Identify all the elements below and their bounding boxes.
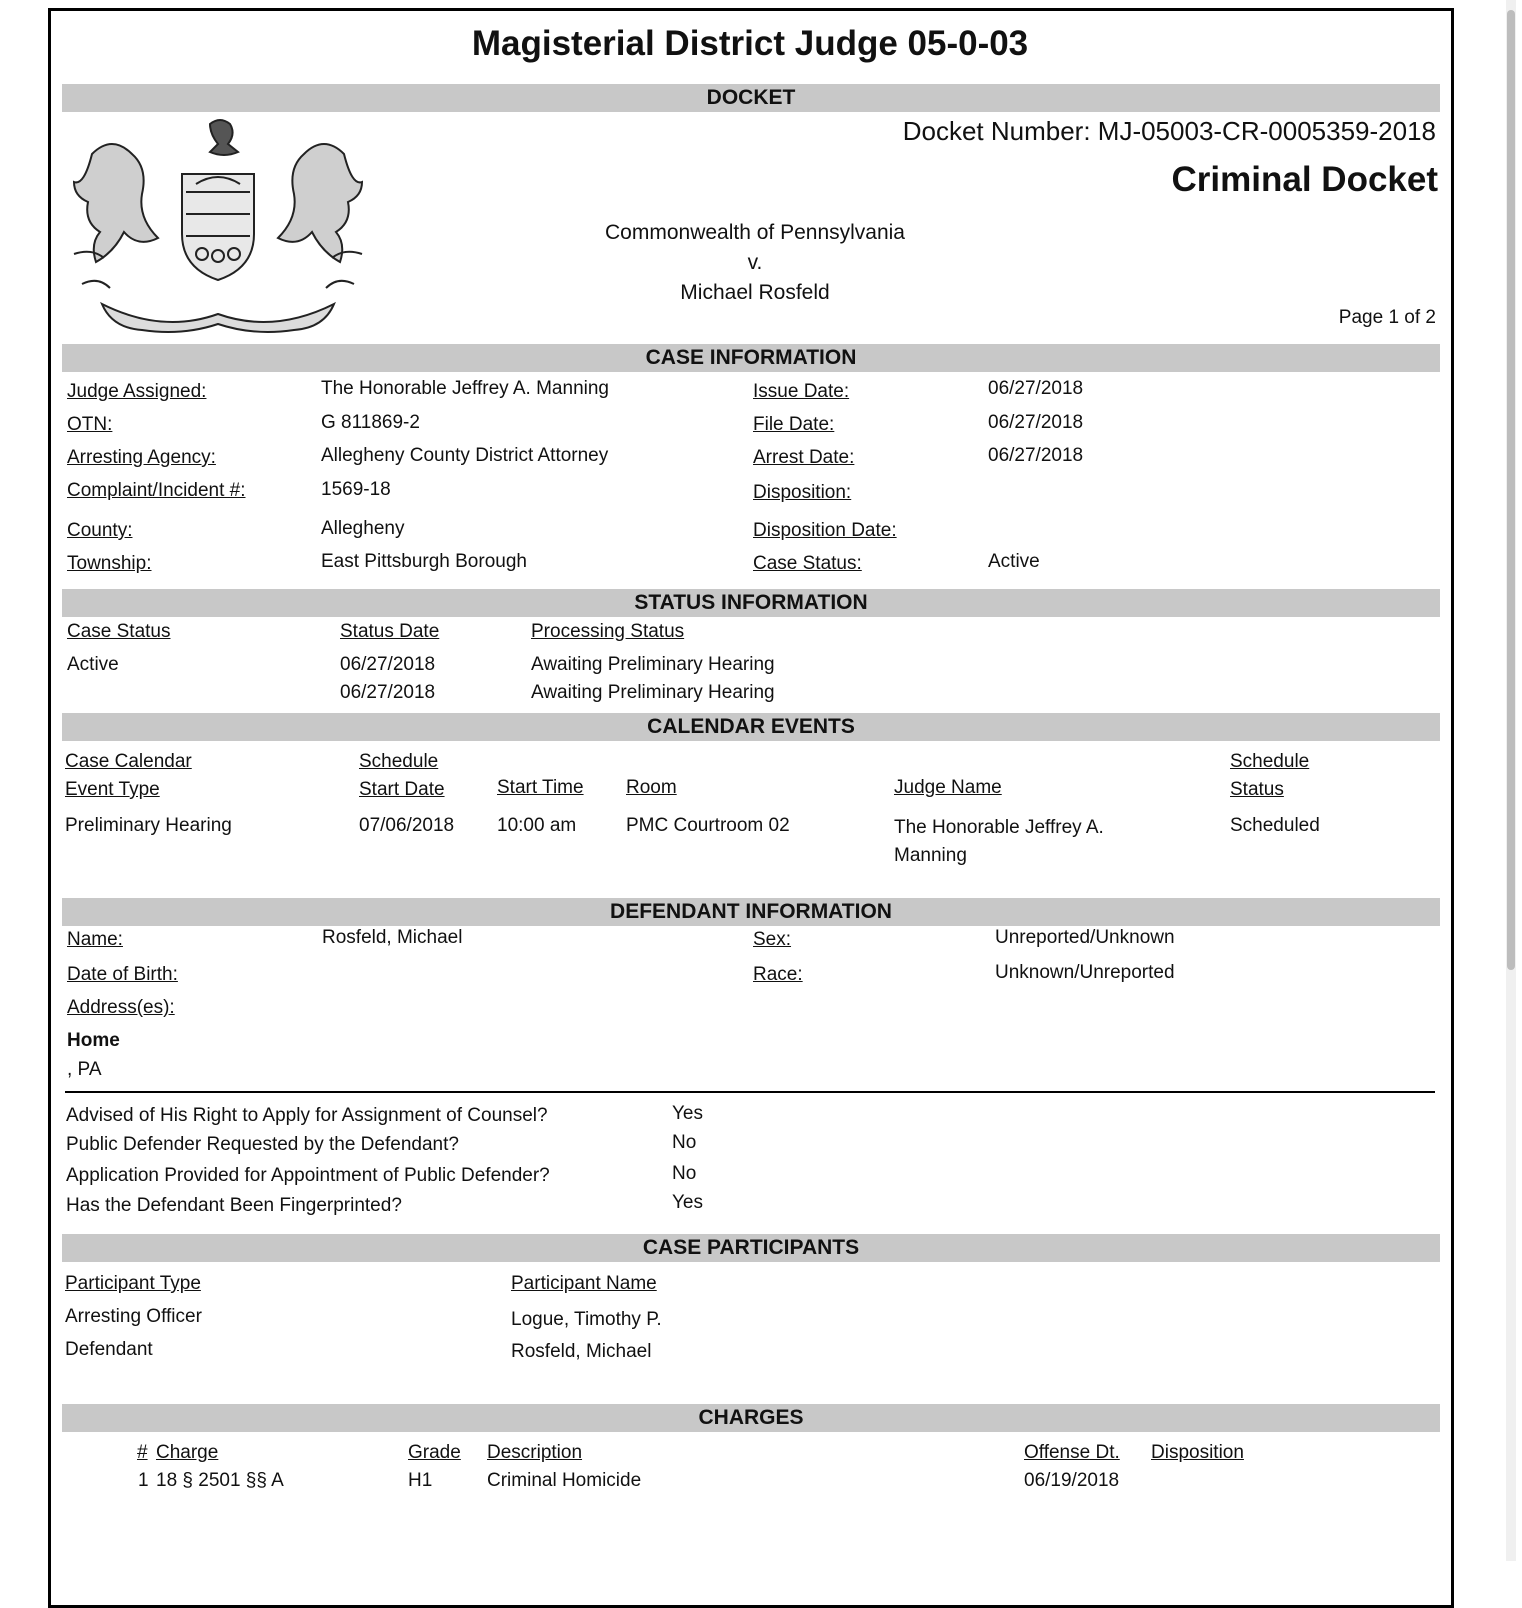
arresting-agency-value: Allegheny County District Attorney — [321, 445, 609, 466]
status-col-status-date: Status Date — [340, 621, 440, 642]
cal-row-judge-line2: Manning — [894, 845, 967, 866]
answer-fingerprinted: Yes — [672, 1192, 703, 1213]
arrest-date-label: Arrest Date: — [753, 447, 855, 468]
judge-assigned-value: The Honorable Jeffrey A. Manning — [321, 378, 609, 399]
arresting-agency-label: Arresting Agency: — [67, 447, 216, 468]
scrollbar-thumb[interactable] — [1507, 10, 1515, 970]
cal-col-status-line2: Status — [1230, 779, 1284, 800]
county-label: County: — [67, 520, 133, 541]
address-divider — [65, 1091, 1435, 1093]
participants-col-name: Participant Name — [511, 1273, 657, 1294]
status-row-1-processing: Awaiting Preliminary Hearing — [531, 654, 775, 675]
question-public-defender-requested: Public Defender Requested by the Defendant? — [66, 1134, 459, 1155]
disposition-date-label: Disposition Date: — [753, 520, 897, 541]
charge-1-description: Criminal Homicide — [487, 1470, 642, 1491]
caption-versus: v. — [747, 251, 763, 274]
charges-col-disposition: Disposition — [1151, 1442, 1244, 1463]
pennsylvania-coat-of-arms-icon — [62, 114, 374, 338]
participant-1-name: Logue, Timothy P. — [511, 1309, 662, 1330]
charge-1-offense-dt: 06/19/2018 — [1024, 1470, 1120, 1491]
caption-defendant: Michael Rosfeld — [680, 281, 830, 304]
charges-col-offense-dt: Offense Dt. — [1024, 1442, 1120, 1463]
defendant-name-label: Name: — [67, 929, 123, 950]
cal-col-event-line2: Event Type — [65, 779, 160, 800]
charges-col-grade: Grade — [408, 1442, 461, 1463]
charges-heading: CHARGES — [62, 1404, 1440, 1432]
status-row-2-date: 06/27/2018 — [340, 682, 436, 703]
page-indicator: Page 1 of 2 — [1338, 307, 1436, 328]
court-title: Magisterial District Judge 05-0-03 — [471, 24, 1029, 63]
defendant-race-label: Race: — [753, 964, 803, 985]
status-col-processing-status: Processing Status — [531, 621, 685, 642]
cal-col-start-line2: Start Date — [359, 779, 445, 800]
status-col-case-status: Case Status — [67, 621, 171, 642]
disposition-label: Disposition: — [753, 482, 852, 503]
cal-row-room: PMC Courtroom 02 — [626, 815, 790, 836]
question-counsel: Advised of His Right to Apply for Assignment of Counsel? — [66, 1105, 548, 1126]
docket-heading: DOCKET — [62, 84, 1440, 112]
charge-1-num: 1 — [138, 1470, 149, 1491]
participant-2-name: Rosfeld, Michael — [511, 1341, 652, 1362]
charge-1-statute: 18 § 2501 §§ A — [156, 1470, 284, 1491]
cal-row-event-type: Preliminary Hearing — [65, 815, 232, 836]
complaint-incident-label: Complaint/Incident #: — [67, 480, 246, 501]
arrest-date-value: 06/27/2018 — [988, 445, 1084, 466]
county-value: Allegheny — [321, 518, 405, 539]
status-row-1-case-status: Active — [67, 654, 119, 675]
question-application-provided: Application Provided for Appointment of Public Defender? — [66, 1165, 550, 1186]
cal-col-event-line1: Case Calendar — [65, 751, 192, 772]
cal-col-judge: Judge Name — [894, 777, 1002, 798]
judge-assigned-label: Judge Assigned: — [67, 381, 207, 402]
answer-public-defender-requested: No — [672, 1132, 697, 1153]
participant-1-type: Arresting Officer — [65, 1306, 202, 1327]
defendant-name-value: Rosfeld, Michael — [322, 927, 463, 948]
defendant-address-type: Home — [67, 1030, 120, 1051]
charge-1-grade: H1 — [408, 1470, 433, 1491]
defendant-address-line: , PA — [67, 1059, 102, 1080]
cal-row-status: Scheduled — [1230, 815, 1320, 836]
township-label: Township: — [67, 553, 152, 574]
issue-date-value: 06/27/2018 — [988, 378, 1084, 399]
defendant-race-value: Unknown/Unreported — [995, 962, 1175, 983]
issue-date-label: Issue Date: — [753, 381, 850, 402]
cal-row-start-time: 10:00 am — [497, 815, 577, 836]
charges-col-description: Description — [487, 1442, 583, 1463]
defendant-sex-value: Unreported/Unknown — [995, 927, 1175, 948]
docket-type: Criminal Docket — [1171, 160, 1438, 199]
file-date-label: File Date: — [753, 414, 835, 435]
cal-col-start-line1: Schedule — [359, 751, 439, 772]
status-row-1-date: 06/27/2018 — [340, 654, 436, 675]
cal-row-judge-line1: The Honorable Jeffrey A. — [894, 817, 1104, 838]
charges-col-num: # — [137, 1442, 148, 1463]
status-information-heading: STATUS INFORMATION — [62, 589, 1440, 617]
participant-2-type: Defendant — [65, 1339, 153, 1360]
township-value: East Pittsburgh Borough — [321, 551, 527, 572]
question-fingerprinted: Has the Defendant Been Fingerprinted? — [66, 1195, 402, 1216]
file-date-value: 06/27/2018 — [988, 412, 1084, 433]
charges-col-charge: Charge — [156, 1442, 219, 1463]
otn-value: G 811869-2 — [321, 412, 420, 433]
answer-application-provided: No — [672, 1163, 697, 1184]
status-row-2-processing: Awaiting Preliminary Hearing — [531, 682, 775, 703]
calendar-events-heading: CALENDAR EVENTS — [62, 713, 1440, 741]
answer-counsel: Yes — [672, 1103, 703, 1124]
complaint-incident-value: 1569-18 — [321, 479, 391, 500]
cal-col-start-time: Start Time — [497, 777, 584, 798]
defendant-dob-label: Date of Birth: — [67, 964, 178, 985]
case-status-value: Active — [988, 551, 1040, 572]
cal-row-start-date: 07/06/2018 — [359, 815, 455, 836]
case-information-heading: CASE INFORMATION — [62, 344, 1440, 372]
participants-col-type: Participant Type — [65, 1273, 201, 1294]
case-participants-heading: CASE PARTICIPANTS — [62, 1234, 1440, 1262]
caption-plaintiff: Commonwealth of Pennsylvania — [605, 221, 905, 244]
otn-label: OTN: — [67, 414, 113, 435]
case-status-label: Case Status: — [753, 553, 862, 574]
defendant-sex-label: Sex: — [753, 929, 792, 950]
cal-col-status-line1: Schedule — [1230, 751, 1310, 772]
defendant-address-label: Address(es): — [67, 997, 175, 1018]
docket-number: Docket Number: MJ-05003-CR-0005359-2018 — [902, 116, 1436, 146]
cal-col-room: Room — [626, 777, 677, 798]
defendant-information-heading: DEFENDANT INFORMATION — [62, 898, 1440, 926]
